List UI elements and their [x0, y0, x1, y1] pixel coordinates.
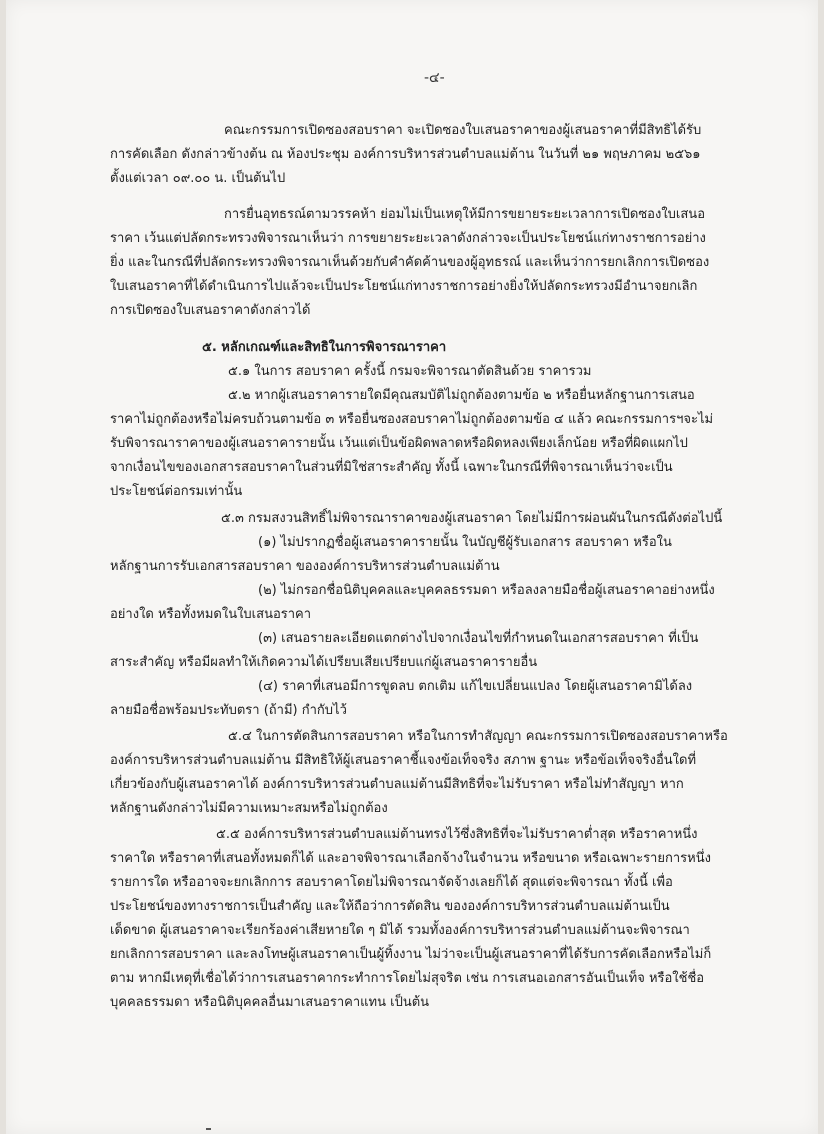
paragraph-line: การยื่นอุทธรณ์ตามวรรคห้า ย่อมไม่เป็นเหตุให้มีการขยายระยะเวลาการเปิดซองใบเสนอ [224, 207, 705, 222]
paragraph-line: ราคาไม่ถูกต้องหรือไม่ครบถ้วนตามข้อ ๓ หรือยื่นซองสอบราคาไม่ถูกต้องตามข้อ ๔ แล้ว คณะกรรมการฯจะไม่ [110, 412, 714, 427]
paragraph-line: ราคาใด หรือราคาที่เสนอทั้งหมดก็ได้ และอาจพิจารณาเลือกจ้างในจำนวน หรือขนาด หรือเฉพาะรายการหนึ่ง [110, 851, 711, 866]
paragraph-line: ตาม หากมีเหตุที่เชื่อได้ว่าการเสนอราคากระทำการโดยไม่สุจริต เช่น การเสนอเอกสารอันเป็นเท็จ หรือใช้ชื่อ [110, 971, 705, 986]
paragraph-line: (๓) เสนอรายละเอียดแตกต่างไปจากเงื่อนไขที่กำหนดในเอกสารสอบราคา ที่เป็น [258, 631, 699, 646]
paragraph-line: จากเงื่อนไขของเอกสารสอบราคาในส่วนที่มิใช่สาระสำคัญ ทั้งนี้ เฉพาะในกรณีที่พิจารณาเห็นว่าจะเป็น [110, 460, 673, 475]
paragraph-line: หลักฐานการรับเอกสารสอบราคา ขององค์การบริหารส่วนตำบลแม่ต้าน [110, 559, 500, 574]
page-number: -๔- [424, 70, 445, 86]
paragraph-line: ประโยชน์ต่อกรมเท่านั้น [110, 484, 243, 499]
paragraph-line: (๔) ราคาที่เสนอมีการขูดลบ ตกเติม แก้ไขเปลี่ยนแปลง โดยผู้เสนอราคามิได้ลง [258, 679, 693, 694]
paragraph-line: ประโยชน์ของทางราชการเป็นสำคัญ และให้ถือว่าการตัดสิน ขององค์การบริหารส่วนตำบลแม่ต้านเป็น [110, 899, 670, 914]
paragraph-line: เด็ดขาด ผู้เสนอราคาจะเรียกร้องค่าเสียหายใด ๆ มิได้ รวมทั้งองค์การบริหารส่วนตำบลแม่ต้านจะพิจารณา [110, 923, 690, 938]
paragraph-line: ใบเสนอราคาที่ได้ดำเนินการไปแล้วจะเป็นประโยชน์แก่ทางราชการอย่างยิ่งให้ปลัดกระทรวงมีอำนาจยกเลิก [110, 279, 698, 294]
paragraph-line: ลายมือชื่อพร้อมประทับตรา (ถ้ามี) กำกับไว้ [110, 703, 347, 718]
paragraph-line: (๒) ไม่กรอกชื่อนิติบุคคลและบุคคลธรรมดา หรือลงลายมือชื่อผู้เสนอราคาอย่างหนึ่ง [258, 583, 715, 598]
paragraph-line: การเปิดซองใบเสนอราคาดังกล่าวได้ [110, 303, 311, 318]
paragraph-line: รับพิจารณาราคาของผู้เสนอราคารายนั้น เว้นแต่เป็นข้อผิดพลาดหรือผิดหลงเพียงเล็กน้อย หรือที่ผิดแผกไป [110, 436, 688, 451]
paragraph-line: รายการใด หรืออาจจะยกเลิกการ สอบราคาโดยไม่พิจารณาจัดจ้างเลยก็ได้ สุดแต่จะพิจารณา ทั้งนี้ เพื่อ [110, 875, 673, 890]
paragraph-line: ๕.๕ องค์การบริหารส่วนตำบลแม่ต้านทรงไว้ซึ่งสิทธิที่จะไม่รับราคาต่ำสุด หรือราคาหนึ่ง [216, 827, 698, 842]
paragraph-line: บุคคลธรรมดา หรือนิติบุคคลอื่นมาเสนอราคาแทน เป็นต้น [110, 995, 430, 1010]
paragraph-line: ๕.๒ หากผู้เสนอราคารายใดมีคุณสมบัติไม่ถูกต้องตามข้อ ๒ หรือยื่นหลักฐานการเสนอ [228, 388, 695, 403]
paragraph-line: องค์การบริหารส่วนตำบลแม่ต้าน มีสิทธิให้ผู้เสนอราคาชี้แจงข้อเท็จจริง สภาพ ฐานะ หรือข้อเท็จจริงอื่นใดที่ [110, 753, 697, 768]
paragraph-line: หลักฐานดังกล่าวไม่มีความเหมาะสมหรือไม่ถูกต้อง [110, 801, 388, 816]
paragraph-line: ๕.๓ กรมสงวนสิทธิ์ไม่พิจารณาราคาของผู้เสนอราคา โดยไม่มีการผ่อนผันในกรณีดังต่อไปนี้ [221, 511, 723, 526]
paragraph-line: การคัดเลือก ดังกล่าวข้างต้น ณ ห้องประชุม องค์การบริหารส่วนตำบลแม่ต้าน ในวันที่ ๒๑ พฤษภาคม ๒๕๖๑ [110, 147, 701, 162]
section-heading: ๕. หลักเกณฑ์และสิทธิในการพิจารณาราคา [202, 340, 447, 355]
paragraph-line: สาระสำคัญ หรือมีผลทำให้เกิดความได้เปรียบเสียเปรียบแก่ผู้เสนอราคารายอื่น [110, 655, 538, 670]
scan-speck [206, 1128, 211, 1130]
paragraph-line: (๑) ไม่ปรากฏชื่อผู้เสนอราคารายนั้น ในบัญชีผู้รับเอกสาร สอบราคา หรือใน [258, 535, 672, 550]
paragraph-line: ๕.๑ ในการ สอบราคา ครั้งนี้ กรมจะพิจารณาตัดสินด้วย ราคารวม [228, 364, 592, 379]
paragraph-line: ตั้งแต่เวลา ๐๙.๐๐ น. เป็นต้นไป [110, 171, 286, 186]
paragraph-line: ราคา เว้นแต่ปลัดกระทรวงพิจารณาเห็นว่า การขยายระยะเวลาดังกล่าวจะเป็นประโยชน์แก่ทางราชการอย่าง [110, 231, 706, 246]
paragraph-line: ยิ่ง และในกรณีที่ปลัดกระทรวงพิจารณาเห็นด้วยกับคำคัดค้านของผู้อุทธรณ์ และเห็นว่าการยกเลิกการเปิดซอง [110, 255, 710, 270]
document-page [6, 0, 818, 1134]
paragraph-line: คณะกรรมการเปิดซองสอบราคา จะเปิดซองใบเสนอราคาของผู้เสนอราคาที่มีสิทธิได้รับ [224, 123, 702, 138]
paragraph-line: เกี่ยวข้องกับผู้เสนอราคาได้ องค์การบริหารส่วนตำบลแม่ต้านมีสิทธิที่จะไม่รับราคา หรือไม่ทำสัญญา หาก [110, 777, 684, 792]
paragraph-line: ยกเลิกการสอบราคา และลงโทษผู้เสนอราคาเป็นผู้ทิ้งงาน ไม่ว่าจะเป็นผู้เสนอราคาที่ได้รับการคัดเลือกหรือไม่ก็ [110, 947, 712, 962]
paragraph-line: อย่างใด หรือทั้งหมดในใบเสนอราคา [110, 607, 312, 622]
paragraph-line: ๕.๔ ในการตัดสินการสอบราคา หรือในการทำสัญญา คณะกรรมการเปิดซองสอบราคาหรือ [228, 729, 728, 744]
